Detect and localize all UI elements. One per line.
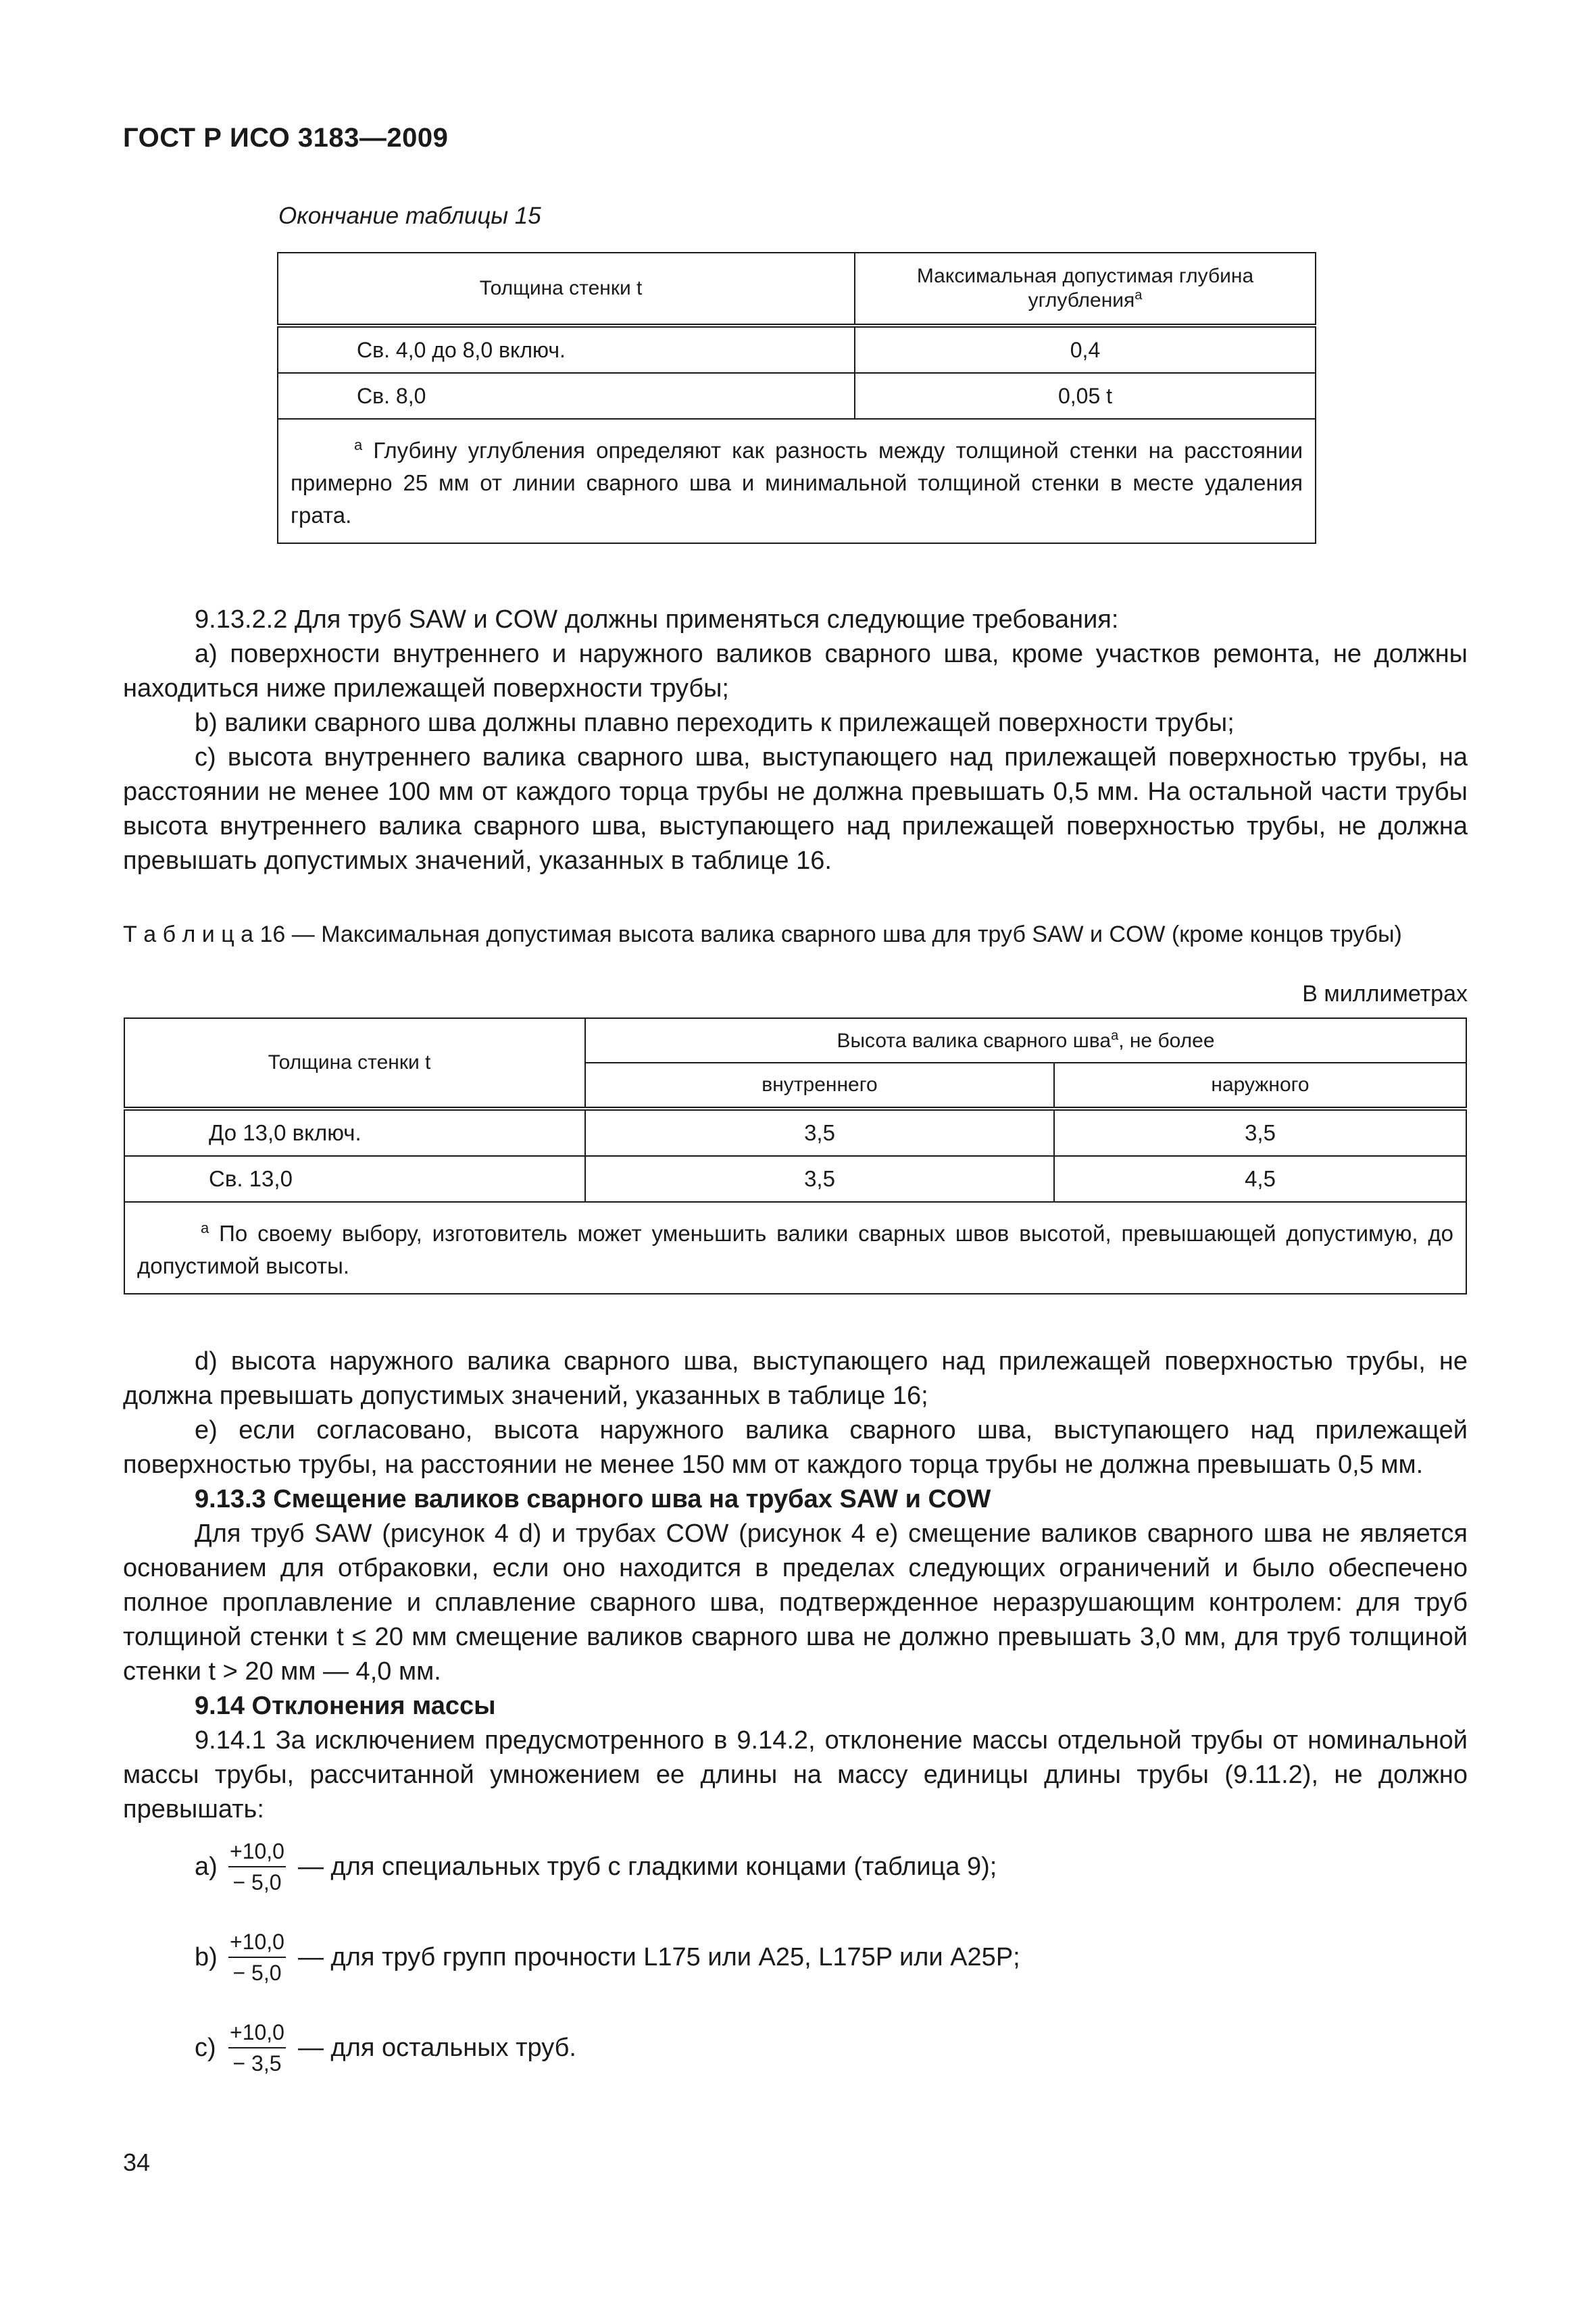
tolerance-upper: +10,0	[228, 2020, 286, 2048]
table15-cell-depth: 0,05 t	[855, 373, 1316, 419]
formula-b	[195, 1930, 1020, 1985]
table16-col1-header-text: Толщина стенки t	[268, 1051, 431, 1074]
formula-text: — для специальных труб с гладкими концами (таблица 9);	[297, 1852, 997, 1881]
table16-cell-outer: 4,5	[1054, 1156, 1466, 1202]
table16-footnote	[124, 1202, 1466, 1294]
formula-a	[195, 1839, 997, 1894]
list-item-b: b) валики сварного шва должны плавно переходить к прилежащей поверхности трубы;	[195, 709, 1235, 737]
list-item-d: d) высота наружного валика сварного шва, выступающего над прилежащей поверхностью трубы, не должна превышать допустимых значений, указанных в таблице 16;	[123, 1347, 1468, 1410]
formula-text: — для труб групп прочности L175 или A25, L175P или A25P;	[297, 1942, 1020, 1971]
table16-cell-inner: 3,5	[585, 1109, 1054, 1156]
table-row	[124, 1109, 1466, 1156]
table15-col1-header-text: Толщина стенки t	[479, 277, 643, 299]
table-row	[278, 326, 1316, 373]
table15-col2-header-line1: Максимальная допустимая глубина	[916, 265, 1254, 287]
tolerance-upper: +10,0	[228, 1839, 286, 1867]
table15-continuation-label: Окончание таблицы 15	[278, 203, 541, 229]
table15-col2-header-line2-text: углубления	[1028, 289, 1135, 311]
formula-label: a)	[195, 1852, 218, 1881]
tolerance-fraction	[228, 1930, 286, 1985]
table16-cell-inner: 3,5	[585, 1156, 1054, 1202]
tolerance-fraction	[228, 1839, 286, 1894]
page-header: ГОСТ Р ИСО 3183—2009	[123, 123, 449, 153]
table16-cell-outer: 3,5	[1054, 1109, 1466, 1156]
table16-footnote-sup: a	[201, 1219, 209, 1236]
heading-9-13-3: 9.13.3 Смещение валиков сварного шва на трубах SAW и COW	[195, 1485, 991, 1513]
table16-footnote-marker: a	[1111, 1028, 1119, 1043]
table16-group-header-tail: , не более	[1118, 1030, 1215, 1052]
section-9-13-2-2	[123, 603, 1468, 878]
table16-footnote-text: По своему выбору, изготовитель может уменьшить валики сварных швов высотой, превышающей допустимую, до допустимой высоты.	[137, 1221, 1453, 1278]
formula-label: b)	[195, 1942, 218, 1971]
paragraph-9-14-1: 9.14.1 За исключением предусмотренного в 9.14.2, отклонение массы отдельной трубы от номинальной массы трубы, рассчитанной умножением ее длины на массу единицы длины трубы (9.11.2), не должно превышать:	[123, 1726, 1468, 1823]
table15-footnote-text: Глубину углубления определяют как разность между толщиной стенки на расстоянии примерно 25 мм от линии сварного шва и минимальной толщиной стенки в месте удаления грата.	[291, 438, 1303, 528]
table16-caption: Т а б л и ц а 16 — Максимальная допустимая высота валика сварного шва для труб SAW и COW (кроме концов трубы)	[123, 922, 1402, 947]
tolerance-upper: +10,0	[228, 1930, 286, 1958]
table16-cell-thickness: Св. 13,0	[124, 1156, 585, 1202]
list-item-e: e) если согласовано, высота наружного валика сварного шва, выступающего над прилежащей поверхностью трубы, на расстоянии не менее 150 мм от каждого торца трубы не должна превышать 0,5 мм.	[123, 1416, 1468, 1479]
table15-cell-thickness: Св. 4,0 до 8,0 включ.	[278, 326, 855, 373]
formula-c	[195, 2020, 576, 2076]
tolerance-lower: − 3,5	[232, 2051, 282, 2076]
table16-group-header-text: Высота валика сварного шва	[837, 1030, 1112, 1052]
heading-9-14: 9.14 Отклонения массы	[195, 1692, 496, 1720]
table-row	[124, 1156, 1466, 1202]
table16-cell-thickness: До 13,0 включ.	[124, 1109, 585, 1156]
section-after-table16	[123, 1344, 1468, 1827]
table-15	[277, 252, 1316, 544]
table15-footnote-marker: a	[1134, 288, 1143, 303]
table15-cell-thickness: Св. 8,0	[278, 373, 855, 419]
tolerance-fraction	[228, 2020, 286, 2076]
table16-unit: В миллиметрах	[1302, 981, 1468, 1007]
table15-footnote	[278, 419, 1316, 543]
table15-col2-header	[855, 253, 1316, 326]
list-item-a: a) поверхности внутреннего и наружного валиков сварного шва, кроме участков ремонта, не должны находиться ниже прилежащей поверхности трубы;	[123, 640, 1468, 703]
formula-label: c)	[195, 2033, 216, 2062]
table-row	[278, 373, 1316, 419]
formula-text: — для остальных труб.	[297, 2033, 576, 2062]
table16-group-header	[585, 1018, 1466, 1063]
table15-footnote-sup: a	[354, 436, 363, 453]
paragraph-9-13-3: Для труб SAW (рисунок 4 d) и трубах COW (рисунок 4 e) смещение валиков сварного шва не является основанием для отбраковки, если оно находится в пределах следующих ограничений и было обеспечено полное проплавление и сплавление сварного шва, подтвержденное неразрушающим контролем: для труб толщиной стенки t ≤ 20 мм смещение валиков сварного шва не должно превышать 3,0 мм, для труб толщиной стенки t > 20 мм — 4,0 мм.	[123, 1519, 1468, 1686]
list-item-c: c) высота внутреннего валика сварного шва, выступающего над прилежащей поверхностью трубы, на расстоянии не менее 100 мм от каждого торца трубы не должна превышать 0,5 мм. На остальной части трубы высота внутреннего валика сварного шва, выступающего над прилежащей поверхностью трубы, не должна превышать допустимых значений, указанных в таблице 16.	[123, 743, 1468, 875]
table15-cell-depth: 0,4	[855, 326, 1316, 373]
page-number: 34	[123, 2148, 151, 2176]
table16-sub-inner: внутреннего	[585, 1063, 1054, 1109]
tolerance-lower: − 5,0	[232, 1961, 282, 1985]
table15-col1-header	[278, 253, 855, 326]
table15-col2-header-line2	[866, 288, 1304, 312]
table16-col1-header	[124, 1018, 585, 1109]
paragraph-9-13-2-2-intro: 9.13.2.2 Для труб SAW и COW должны применяться следующие требования:	[195, 605, 1119, 634]
table16-sub-outer: наружного	[1054, 1063, 1466, 1109]
tolerance-lower: − 5,0	[232, 1870, 282, 1894]
table-16	[124, 1017, 1467, 1294]
